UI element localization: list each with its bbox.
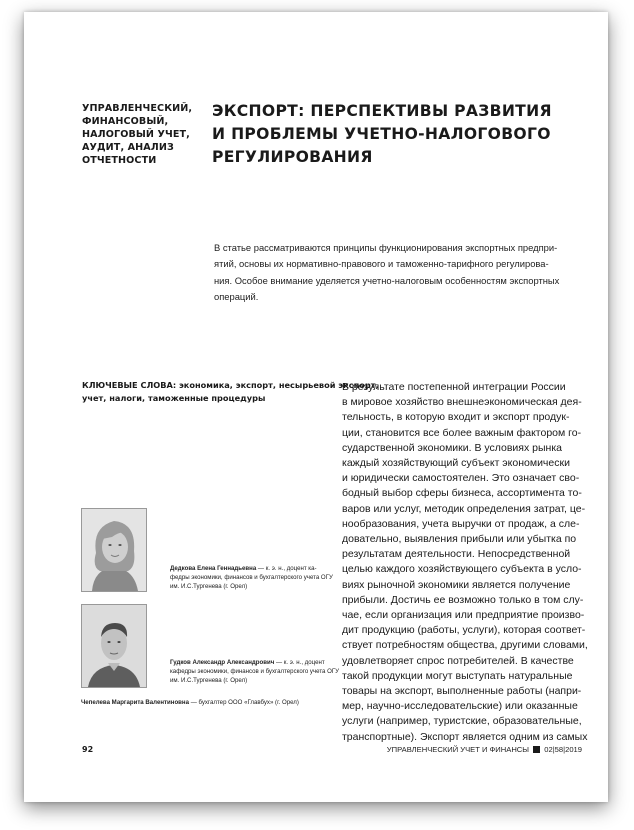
article-body	[342, 380, 592, 745]
abstract-line: В статье рассматриваются принципы функционирования экспортных предпри-	[214, 242, 558, 253]
author-line: Гудков Александр Александрович — к. э. н., доцент	[170, 659, 325, 666]
issue-number: 02|58|2019	[544, 745, 582, 754]
author-line: им. И.С.Тургенева (г. Орел)	[170, 583, 248, 591]
title-line: ЭКСПОРТ: ПЕРСПЕКТИВЫ РАЗВИТИЯ	[212, 102, 552, 120]
author-info-chepeleva	[81, 698, 341, 707]
body-line: транспортные). Экспорт является одним из самых	[342, 730, 588, 743]
body-line: такой продукции могут выступать натуральные	[342, 669, 573, 682]
page-number: 92	[82, 745, 94, 754]
journal-name: УПРАВЛЕНЧЕСКИЙ УЧЕТ И ФИНАНСЫ	[386, 745, 530, 754]
author-info-gudkov	[170, 658, 340, 686]
author-line: Дедкова Елена Геннадьевна — к. э. н., доцент ка-	[170, 565, 317, 572]
body-line: ствует потребностям общества, другими словами,	[342, 639, 588, 652]
body-line: чае, если организация или предприятие произво-	[342, 609, 585, 622]
title-line: И ПРОБЛЕМЫ УЧЕТНО-НАЛОГОВОГО	[212, 125, 551, 143]
rubric-line: УПРАВЛЕНЧЕСКИЙ,	[82, 103, 193, 114]
author-line: федры экономики, финансов и бухгалтерского учета ОГУ	[170, 574, 333, 582]
title-line: РЕГУЛИРОВАНИЯ	[212, 148, 373, 166]
body-line: результатам деятельности. Непосредственной	[342, 548, 571, 561]
author-line: им. И.С.Тургенева (г. Орел)	[170, 677, 248, 685]
body-line: прибыли. Достичь ее возможно только в том слу-	[342, 593, 584, 606]
body-line: тельность, в которую входит и экспорт продук-	[342, 411, 570, 424]
body-line: услуги (например, туристские, образовательные,	[342, 715, 582, 728]
article-title	[212, 100, 592, 169]
body-line: каждый хозяйствующий субъект экономически	[342, 457, 570, 470]
body-line: товары на экспорт, выполненные работы (напри-	[342, 685, 582, 698]
body-line: удовлетворяет спрос потребителей. В качестве	[342, 654, 574, 667]
author-info-dedkova	[170, 564, 340, 592]
author-photo-gudkov	[81, 604, 147, 688]
body-line: бодный выбор сферы бизнеса, ассортимента то-	[342, 487, 582, 500]
journal-footer	[387, 745, 582, 754]
body-line: варов или услуг, методик определения затрат, це-	[342, 502, 586, 515]
portrait-image	[82, 605, 146, 687]
body-line: мер, научно-исследовательские) или оказанные	[342, 700, 578, 713]
author-line: Чепелева Маргарита Валентиновна — бухгалтер ООО «Главбух» (г. Орел)	[81, 699, 299, 706]
body-line: целью каждого хозяйствующего субъекта в усло-	[342, 563, 582, 576]
body-line: довательно, выявления прибыли или убытка по	[342, 533, 577, 546]
abstract-line: ния. Особое внимание уделяется учетно-налоговым особенностям экспортных	[214, 274, 560, 286]
rubric-line: ОТЧЕТНОСТИ	[82, 155, 157, 166]
article-abstract	[214, 240, 586, 306]
keywords	[82, 379, 379, 404]
body-line: и юридически самостоятелен. Это означает сво-	[342, 472, 580, 485]
author-photo-dedkova	[81, 508, 147, 592]
section-rubric	[82, 102, 192, 167]
journal-page	[24, 12, 608, 802]
rubric-line: ФИНАНСОВЫЙ,	[82, 116, 169, 127]
portrait-image	[82, 509, 146, 591]
body-line: нообразования, учета выручки от продаж, а сле-	[342, 517, 580, 530]
rubric-line: НАЛОГОВЫЙ УЧЕТ,	[82, 129, 190, 140]
abstract-line: ятий, основы их нормативно-правового и таможенно-тарифного регулирова-	[214, 258, 549, 270]
body-line: в мировое хозяйство внешнеэкономическая дея-	[342, 396, 582, 409]
body-line: дит продукцию (работы, услуги), которая соответ-	[342, 624, 586, 637]
keywords-line: КЛЮЧЕВЫЕ СЛОВА: экономика, экспорт, несырьевой экспорт,	[82, 380, 379, 390]
keywords-line: учет, налоги, таможенные процедуры	[82, 392, 266, 403]
author-line: кафедры экономики, финансов и бухгалтерского учета ОГУ	[170, 668, 340, 676]
abstract-line: операций.	[214, 291, 259, 303]
body-line: В результате постепенной интеграции России	[342, 381, 566, 393]
body-line: ции, становится все более важным фактором го-	[342, 426, 582, 439]
body-line: сударственной экономики. В условиях рынка	[342, 441, 562, 454]
body-line: виях рыночной экономики является получение	[342, 578, 571, 591]
rubric-line: АУДИТ, АНАЛИЗ	[82, 142, 174, 153]
square-separator-icon	[533, 746, 540, 753]
